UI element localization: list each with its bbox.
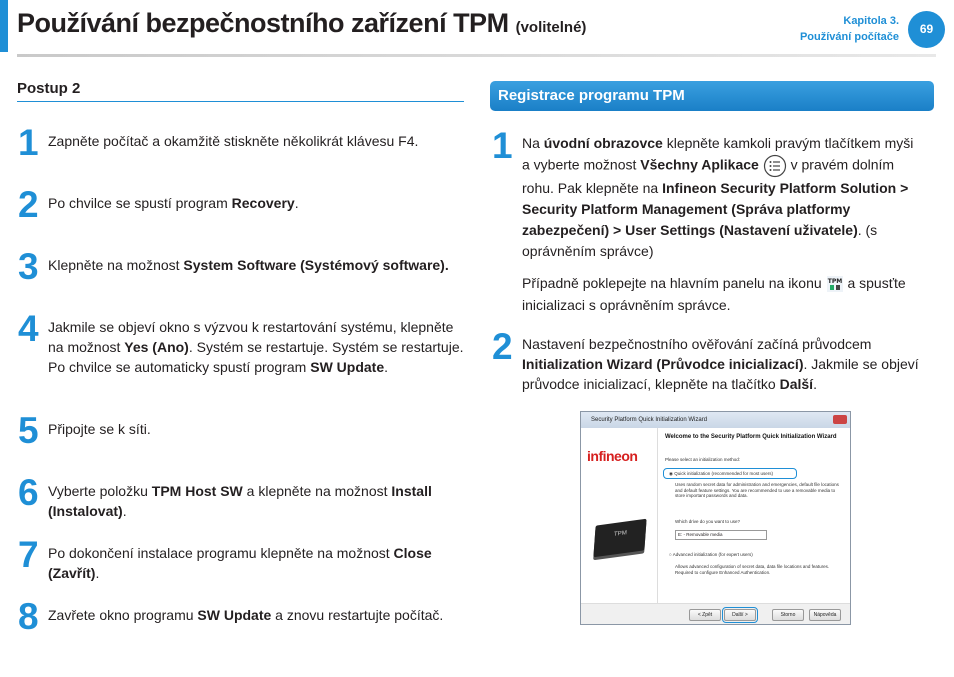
- text-run-bold: SW Update: [310, 359, 385, 375]
- chapter-number: Kapitola 3.: [843, 15, 899, 27]
- drive-prompt: Which drive do you want to use?: [675, 519, 741, 524]
- text-run: . Systém se restartuje. Systém se restartuje. Po chvilce se automaticky spustí program: [48, 339, 464, 375]
- step-text: [48, 317, 466, 377]
- advanced-init-label: Advanced initialization (for expert users): [672, 552, 753, 557]
- header-accent-bar: [0, 0, 8, 52]
- text-run: Případně poklepejte na hlavním panelu na ikonu: [522, 275, 826, 291]
- step-number: 4: [18, 308, 39, 349]
- step-text: [48, 255, 466, 275]
- text-run-bold: Infineon Security Platform Solution > Security Platform Management (Správa platformy zabezpečení) > User Settings (Nastavení uživatele): [522, 180, 909, 238]
- back-button[interactable]: < Zpět: [689, 609, 721, 621]
- text-run: Zavřete okno programu: [48, 607, 198, 623]
- text-run: .: [122, 503, 127, 519]
- step-number: 5: [18, 410, 39, 451]
- help-button[interactable]: Nápověda: [809, 609, 841, 621]
- drive-select[interactable]: [675, 530, 767, 540]
- wizard-screenshot: [580, 411, 851, 625]
- text-run-bold: Initialization Wizard (Průvodce inicializací): [522, 356, 804, 372]
- next-button[interactable]: Další >: [724, 609, 756, 621]
- quick-init-radio[interactable]: ◉ Quick initialization (recommended for most users): [669, 471, 773, 476]
- text-run: Připojte se k síti.: [48, 421, 151, 437]
- advanced-init-radio[interactable]: ○ Advanced initialization (for expert users): [669, 552, 753, 557]
- wizard-title-bar: [581, 412, 850, 428]
- drive-value: E: - Removable media: [678, 532, 723, 537]
- close-icon[interactable]: [833, 415, 847, 424]
- list-circle-icon: [763, 154, 787, 178]
- step-number: 2: [492, 326, 513, 367]
- text-run-bold: Všechny Aplikace: [640, 156, 759, 173]
- step-number: 1: [492, 125, 513, 166]
- text-run: .: [813, 376, 817, 392]
- text-run: . Jakmile se objeví průvodce inicializací, klepněte na tlačítko: [522, 356, 919, 392]
- text-run-bold: System Software (Systémový software).: [183, 257, 449, 273]
- text-run-bold: Close (Zavřít): [48, 545, 432, 581]
- text-run: Nastavení bezpečnostního ověřování začíná průvodcem: [522, 336, 872, 352]
- page-title-main: Používání bezpečnostního zařízení TPM: [17, 8, 509, 38]
- text-run: Klepněte na možnost: [48, 257, 184, 273]
- infineon-logo: infineon: [587, 448, 638, 464]
- page-number-badge: 69: [908, 11, 945, 48]
- chip-label: TPM: [613, 530, 627, 538]
- text-run-bold: Recovery: [231, 195, 295, 211]
- step-text: [48, 543, 466, 583]
- advanced-init-desc: Allows advanced configuration of secret data, data file locations and features. Required to configure Enhanced Authentication.: [675, 564, 830, 575]
- page-title: [17, 8, 586, 39]
- text-run: Po dokončení instalace programu klepněte na možnost: [48, 545, 394, 561]
- chapter-label: [800, 13, 899, 45]
- wizard-button-bar: [581, 603, 850, 624]
- text-run: Zapněte počítač a okamžitě stiskněte několikrát klávesu F4.: [48, 133, 419, 149]
- header-divider: [17, 54, 936, 57]
- text-run-bold: TPM Host SW: [151, 483, 243, 499]
- text-run: .: [294, 195, 299, 211]
- step-text: [48, 481, 466, 521]
- text-run-bold: Install (Instalovat): [48, 483, 432, 519]
- step-number: 7: [18, 534, 39, 575]
- wizard-heading: Welcome to the Security Platform Quick Initialization Wizard: [665, 434, 837, 440]
- right-section-heading: Registrace programu TPM: [490, 81, 934, 111]
- wizard-right-panel: [657, 428, 850, 604]
- step-text: [48, 193, 466, 213]
- left-section-heading: Postup 2: [17, 80, 464, 102]
- text-run: v pravém dolním rohu. Pak klepněte na: [522, 156, 895, 196]
- text-run: Vyberte položku: [48, 483, 152, 499]
- text-run: .: [384, 359, 389, 375]
- wizard-window-title: Security Platform Quick Initialization Wizard: [591, 417, 708, 423]
- text-run: a spusťte inicializaci s oprávněním správce.: [522, 275, 906, 313]
- text-run: a znovu restartujte počítač.: [271, 607, 444, 623]
- quick-init-desc: Uses random secret data for administration and emergencies, default file locations and default feature settings. You are recommended to use a removable media to store important passwords and data.: [675, 482, 839, 498]
- step-paragraph: [522, 272, 922, 316]
- step-number: 1: [18, 122, 39, 163]
- text-run-bold: úvodní obrazovce: [543, 135, 663, 151]
- step-text: [522, 133, 922, 316]
- text-run-bold: Další: [779, 376, 814, 392]
- text-run-bold: SW Update: [197, 607, 272, 623]
- step-number: 6: [18, 472, 39, 513]
- text-run: Na: [522, 135, 544, 151]
- step-paragraph: [522, 133, 922, 262]
- step-text: [48, 131, 466, 151]
- wizard-prompt: Please select an initialization method:: [665, 457, 741, 462]
- quick-init-label: Quick initialization (recommended for most users): [674, 471, 773, 476]
- text-run: .: [95, 565, 100, 581]
- text-run: Jakmile se objeví okno s výzvou k restartování systému, klepněte na možnost: [48, 319, 454, 355]
- tpm-taskbar-icon: [826, 275, 844, 293]
- text-run: Po chvilce se spustí program: [48, 195, 232, 211]
- step-number: 8: [18, 596, 39, 637]
- text-run: a klepněte na možnost: [242, 483, 392, 499]
- step-number: 3: [18, 246, 39, 287]
- cancel-button[interactable]: Storno: [772, 609, 804, 621]
- step-text: [522, 334, 922, 394]
- text-run: klepněte kamkoli pravým tlačítkem myši a vyberte možnost: [522, 135, 914, 173]
- step-text: [48, 419, 466, 439]
- chapter-title: Používání počítače: [799, 31, 899, 43]
- step-text: [48, 605, 466, 625]
- step-number: 2: [18, 184, 39, 225]
- text-run-bold: Yes (Ano): [124, 339, 189, 355]
- text-run: . (s oprávněním správce): [522, 222, 878, 259]
- svg-text:TPM: TPM: [827, 278, 842, 286]
- page-title-suffix: (volitelné): [515, 19, 587, 36]
